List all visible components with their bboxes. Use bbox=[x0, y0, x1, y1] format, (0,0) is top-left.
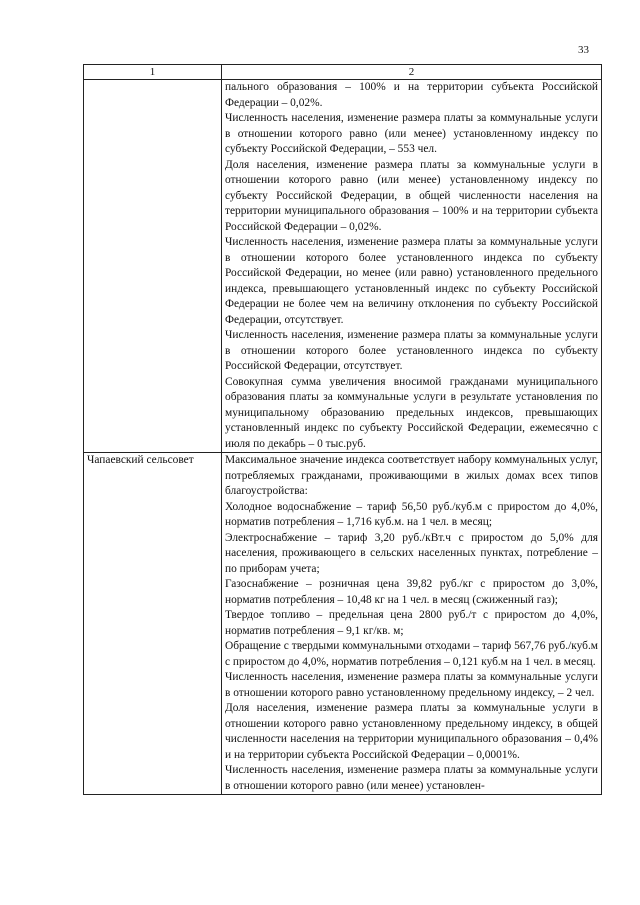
paragraph: Обращение с твердыми коммунальными отходами – тариф 567,76 руб./куб.м с приростом до 4,0%, норматив потребления – 0,121 куб.м на 1 чел. в месяц. bbox=[225, 640, 598, 668]
paragraph: Численность населения, изменение размера платы за коммунальные услуги в отношении которого равно (или менее) установлен- bbox=[225, 764, 598, 792]
table-row bbox=[84, 80, 602, 453]
page-number: 33 bbox=[578, 44, 589, 56]
paragraph: Электроснабжение – тариф 3,20 руб./кВт.ч с приростом до 5,0% для населения, проживающего в сельских населенных пунктах, потребление – по приборам учета; bbox=[225, 531, 598, 575]
table-header-row bbox=[84, 65, 602, 80]
data-table bbox=[83, 64, 602, 795]
paragraph: Доля населения, изменение размера платы за коммунальные услуги в отношении которого равно установленному предельному индексу, в общей численности населения на территории муниципального образования – 0,4% и на территории субъекта Российской Федерации – 0,0001%. bbox=[225, 702, 598, 761]
municipality-name-cell bbox=[84, 80, 222, 453]
description-cell bbox=[222, 80, 602, 453]
paragraph: Холодное водоснабжение – тариф 56,50 руб./куб.м с приростом до 4,0%, норматив потребления – 1,716 куб.м. на 1 чел. в месяц; bbox=[225, 500, 598, 528]
paragraph: Численность населения, изменение размера платы за коммунальные услуги в отношении которого равно установленному предельному индексу, – 2 чел. bbox=[225, 671, 598, 699]
description-cell bbox=[222, 453, 602, 795]
paragraph: Совокупная сумма увеличения вносимой гражданами муниципального образования платы за коммунальные услуги в результате установления по муниципальному образованию предельных индексов, превышающих установленный индекс по субъекту Российской Федерации, ежемесячно с июля по декабрь – 0 тыс.руб. bbox=[225, 375, 598, 450]
paragraph: Численность населения, изменение размера платы за коммунальные услуги в отношении которого равно (или менее) установленному индексу по субъекту Российской Федерации, – 553 чел. bbox=[225, 112, 598, 155]
paragraph: пального образования – 100% и на территории субъекта Российской Федерации – 0,02%. bbox=[225, 81, 598, 109]
column-header-1: 1 bbox=[84, 65, 222, 80]
paragraph: Доля населения, изменение размера платы за коммунальные услуги в отношении которого равно (или менее) установленному индексу по субъекту Российской Федерации, в общей численности населения на территории муниципального образования – 100% и на территории субъекта Российской Федерации – 0,02%. bbox=[225, 158, 598, 233]
paragraph: Численность населения, изменение размера платы за коммунальные услуги в отношении которого более установленного индекса по субъекту Российской Федерации, но менее (или равно) установленного предельного индекса, превышающего установленный индекс по субъекту Российской Федерации не более чем на величину отклонения по субъекту Российской Федерации, отсутствует. bbox=[225, 236, 598, 326]
paragraph: Твердое топливо – предельная цена 2800 руб./т с приростом до 4,0%, норматив потребления – 9,1 кг/кв. м; bbox=[225, 609, 598, 637]
paragraph: Максимальное значение индекса соответствует набору коммунальных услуг, потребляемых гражданами, проживающими в жилых домах всех типов благоустройства: bbox=[225, 454, 598, 497]
paragraph: Численность населения, изменение размера платы за коммунальные услуги в отношении которого более установленного индекса по субъекту Российской Федерации, отсутствует. bbox=[225, 329, 598, 372]
table-row bbox=[84, 453, 602, 795]
column-header-2: 2 bbox=[222, 65, 602, 80]
paragraph: Газоснабжение – розничная цена 39,82 руб./кг с приростом до 3,0%, норматив потребления – 10,48 кг на 1 чел. в месяц (сжиженный газ); bbox=[225, 578, 598, 606]
municipality-name-cell: Чапаевский сельсовет bbox=[84, 453, 222, 795]
